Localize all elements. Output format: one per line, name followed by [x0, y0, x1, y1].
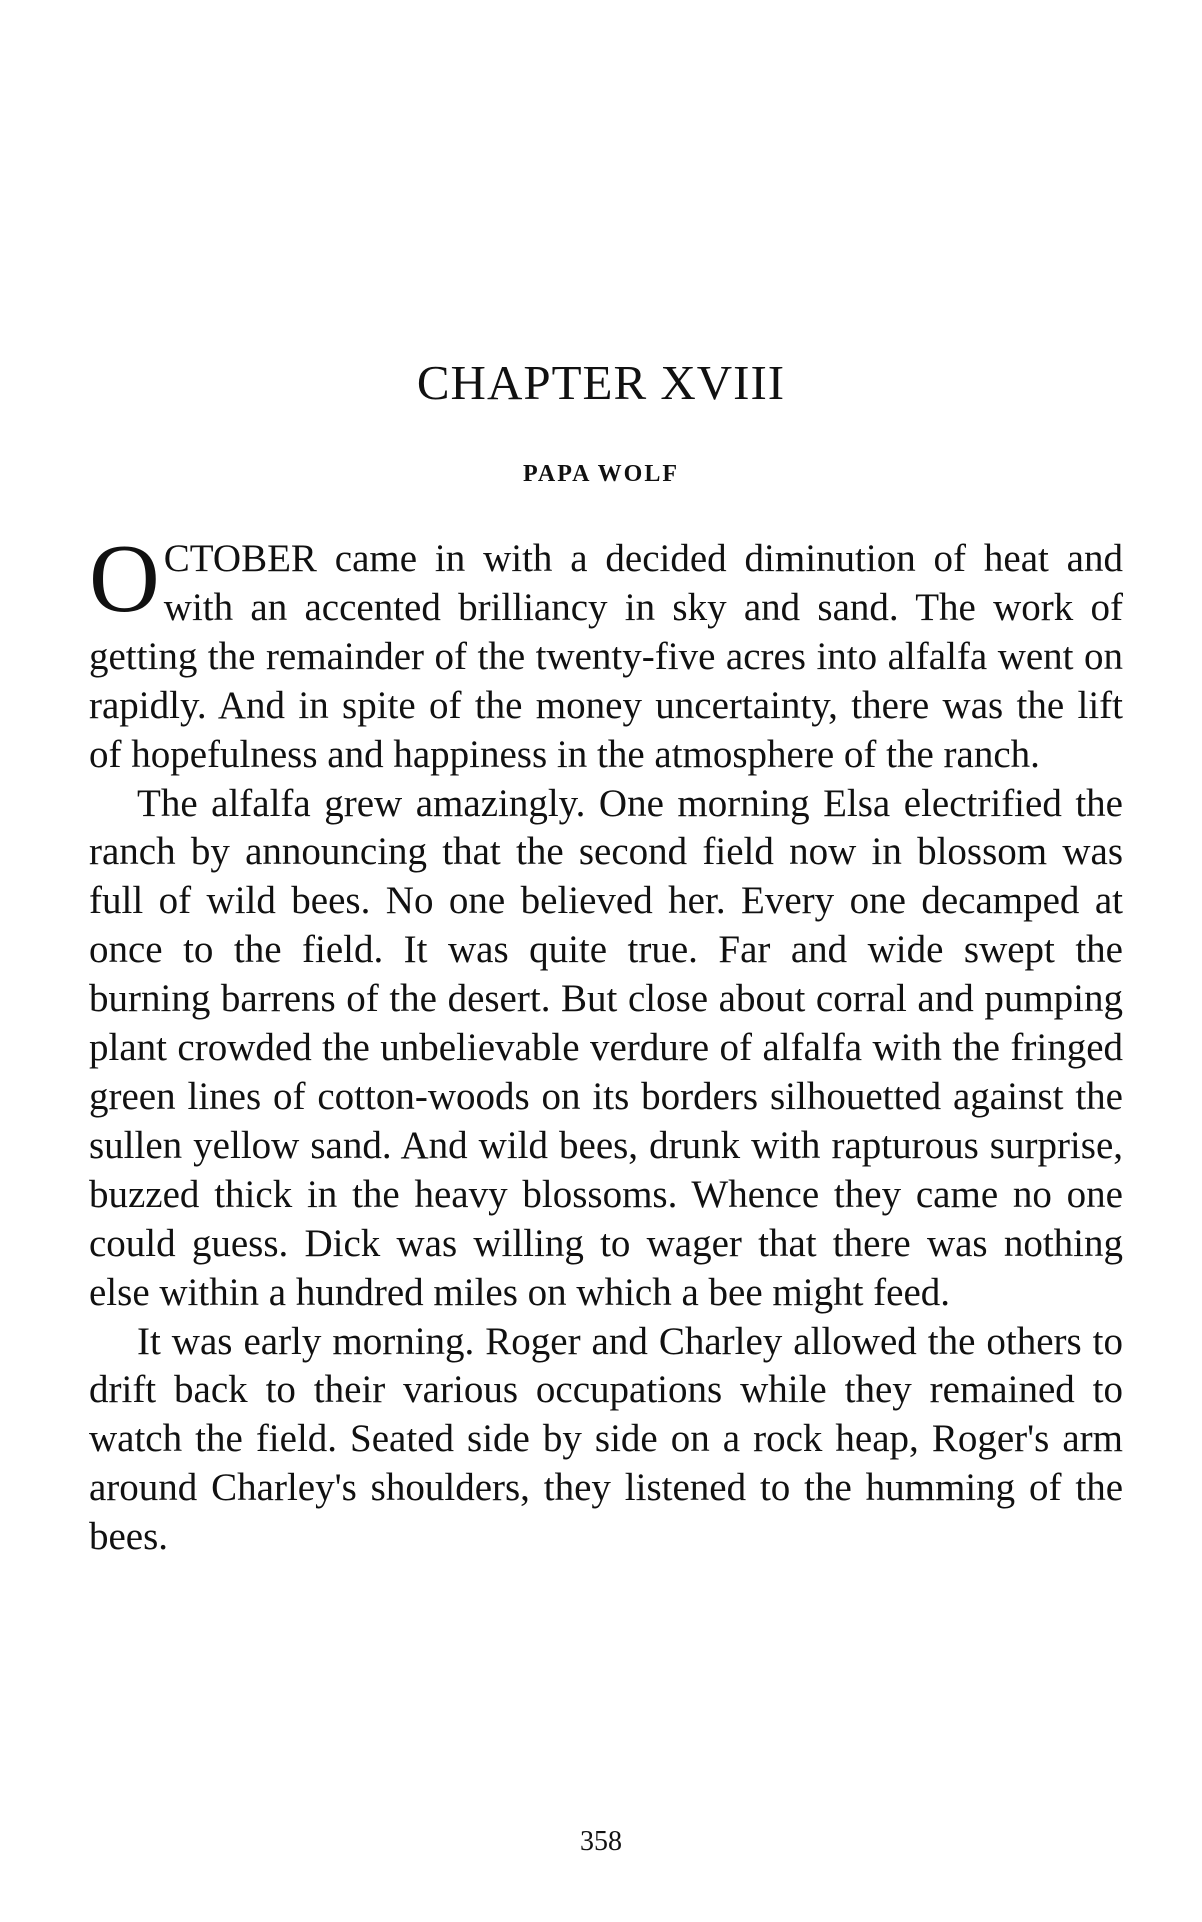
- paragraph-3: It was early morning. Roger and Charley allowed the others to drift back to their various occupations while they remained to watch the field. Seated side by side on a rock heap, Roger's arm around Charley's shoulders, they listened to the humming of the bees.: [89, 1319, 1123, 1559]
- paragraph-2: The alfalfa grew amazingly. One morning Elsa electrified the ranch by announcing that the second field now in blossom was full of wild bees. No one believed her. Every one decamped at once to the field. It was quite true. Far and wide swept the burning barrens of the desert. But close about corral and pumping plant crowded the unbelievable verdure of alfalfa with the fringed green lines of cotton-woods on its borders silhouetted against the sullen yellow sand. And wild bees, drunk with rapturous surprise, buzzed thick in the heavy blossoms. Whence they came no one could guess. Dick was willing to wager that there was nothing else within a hundred miles on which a bee might feed.: [89, 781, 1123, 1314]
- chapter-heading: CHAPTER XVIII: [416, 355, 786, 410]
- paragraph-1: OCTOBER came in with a decided diminution of heat and with an accented brilliancy in sky and sand. The work of getting the remainder of the twenty-five acres into alfalfa went on rapidly. And in spite of the money uncertainty, there was the lift of hopefulness and happiness in the atmosphere of the ranch.: [89, 525, 1123, 776]
- chapter-subtitle: PAPA WOLF: [523, 461, 679, 487]
- chapter-body: [89, 525, 1123, 1562]
- page-number: 358: [580, 1826, 622, 1857]
